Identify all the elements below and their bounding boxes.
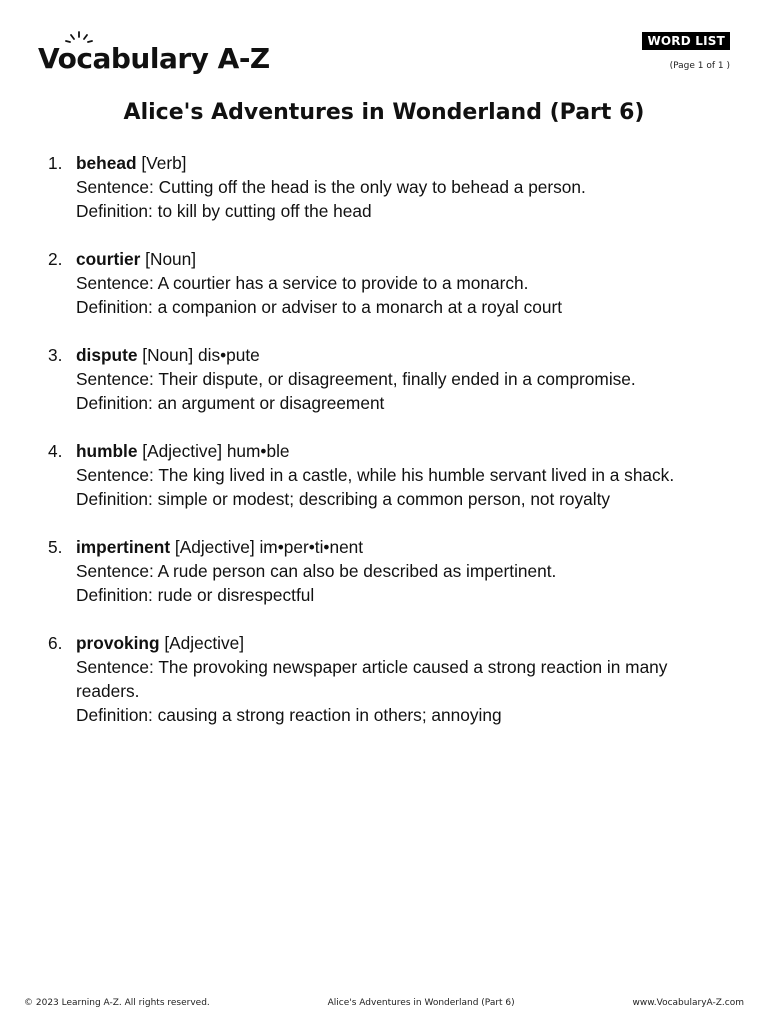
- page-info: (Page 1 of 1 ): [669, 61, 730, 71]
- entry-definition: Definition: causing a strong reaction in others; annoying: [76, 705, 502, 725]
- word-entry: [0, 535, 768, 607]
- entry-number: 1.: [48, 153, 63, 173]
- entry-word: behead: [76, 153, 137, 173]
- entry-part-of-speech: [Noun]: [145, 249, 197, 269]
- entry-number: 5.: [48, 537, 63, 557]
- page-footer: [24, 998, 744, 1008]
- word-list-badge: WORD LIST: [642, 32, 730, 50]
- entry-headline: [76, 343, 708, 367]
- page-title: Alice's Adventures in Wonderland (Part 6): [123, 100, 645, 125]
- footer-document-title: Alice's Adventures in Wonderland (Part 6): [327, 998, 515, 1008]
- entry-definition: Definition: to kill by cutting off the head: [76, 201, 372, 221]
- entry-definition: Definition: rude or disrespectful: [76, 585, 315, 605]
- entry-word: dispute: [76, 345, 138, 365]
- entry-part-of-speech: [Noun]: [142, 345, 194, 365]
- entry-part-of-speech: [Verb]: [141, 153, 187, 173]
- entry-sentence: Sentence: A rude person can also be described as impertinent.: [76, 561, 557, 581]
- entry-word: impertinent: [76, 537, 171, 557]
- footer-copyright: © 2023 Learning A-Z. All rights reserved.: [24, 998, 210, 1008]
- entry-definition: Definition: a companion or adviser to a monarch at a royal court: [76, 297, 563, 317]
- entry-definition: Definition: simple or modest; describing a common person, not royalty: [76, 489, 611, 509]
- entry-part-of-speech: [Adjective]: [142, 441, 222, 461]
- entry-number: 3.: [48, 345, 63, 365]
- logo-text: Vocabulary A-Z: [38, 42, 270, 75]
- entry-syllables: dis•pute: [198, 345, 260, 365]
- entry-sentence: Sentence: The provoking newspaper article caused a strong reaction in many readers.: [76, 657, 668, 701]
- entry-number: 6.: [48, 633, 63, 653]
- entry-definition: Definition: an argument or disagreement: [76, 393, 385, 413]
- entry-headline: [76, 439, 708, 463]
- entry-number: 2.: [48, 249, 63, 269]
- entry-sentence: Sentence: The king lived in a castle, while his humble servant lived in a shack.: [76, 465, 675, 485]
- entry-syllables: im•per•ti•nent: [259, 537, 364, 557]
- vocabulary-az-logo: [38, 30, 270, 82]
- entry-word: courtier: [76, 249, 141, 269]
- word-entry: [0, 631, 768, 727]
- word-entry: [0, 439, 768, 511]
- word-entry: [0, 247, 768, 319]
- entry-syllables: hum•ble: [226, 441, 290, 461]
- entry-sentence: Sentence: Cutting off the head is the only way to behead a person.: [76, 177, 586, 197]
- word-entry: [0, 343, 768, 415]
- entry-headline: [76, 535, 708, 559]
- entry-number: 4.: [48, 441, 63, 461]
- entry-headline: [76, 151, 708, 175]
- entry-word: humble: [76, 441, 138, 461]
- entry-headline: [76, 247, 708, 271]
- entry-part-of-speech: [Adjective]: [164, 633, 245, 653]
- entry-word: provoking: [76, 633, 160, 653]
- word-entry: [0, 151, 768, 223]
- word-list: [0, 151, 768, 751]
- entry-sentence: Sentence: A courtier has a service to provide to a monarch.: [76, 273, 529, 293]
- entry-sentence: Sentence: Their dispute, or disagreement, finally ended in a compromise.: [76, 369, 636, 389]
- entry-part-of-speech: [Adjective]: [174, 537, 255, 557]
- footer-website: www.VocabularyA-Z.com: [632, 998, 744, 1008]
- entry-headline: [76, 631, 708, 655]
